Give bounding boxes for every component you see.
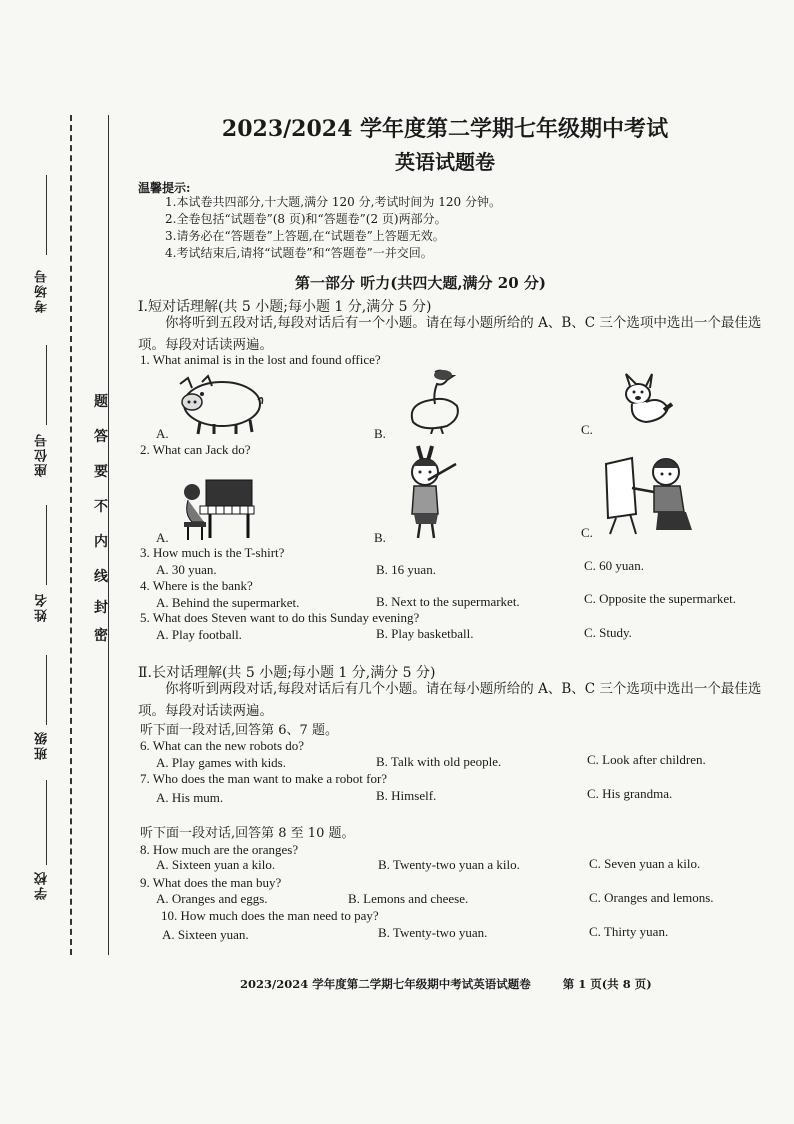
notice-item: 2.全卷包括“试题卷”(8 页)和“答题卷”(2 页)两部分。 (165, 212, 447, 226)
option-text: C. Study. (584, 625, 632, 640)
option-text: B. Next to the supermarket. (376, 594, 520, 609)
seal-dashed-line (70, 115, 72, 955)
question: 5. What does Steven want to do this Sunday evening? (140, 610, 420, 625)
part-title: 第一部分 听力(共四大题,满分 20 分) (295, 274, 546, 292)
option-text: A. Play football. (156, 627, 242, 642)
option-text: B. Twenty-two yuan. (378, 925, 488, 940)
option-label: A. (156, 530, 169, 545)
question: 4. Where is the bank? (140, 578, 253, 593)
question: 2. What can Jack do? (140, 442, 251, 457)
notice-item: 1.本试卷共四部分,十大题,满分 120 分,考试时间为 120 分钟。 (165, 195, 501, 209)
option-text: B. Twenty-two yuan a kilo. (378, 857, 520, 872)
question: 9. What does the man buy? (140, 875, 282, 890)
option-text: B. Himself. (376, 788, 437, 803)
question: 8. How much are the oranges? (140, 842, 299, 857)
question: 1. What animal is in the lost and found office? (140, 352, 381, 367)
seal-char: 要 (94, 464, 108, 480)
option-text: A. Behind the supermarket. (156, 595, 300, 610)
seal-char: 内 (94, 534, 108, 550)
field-exam-room-line (46, 175, 47, 255)
footer-title: 2023/2024 学年度第二学期七年级期中考试英语试题卷 (240, 977, 531, 991)
option-label: B. (374, 426, 386, 441)
section-title: Ⅰ.短对话理解(共 5 小题;每小题 1 分,满分 5 分) (138, 299, 432, 315)
field-name-label: 姓名 (35, 592, 50, 622)
option-text: C. 60 yuan. (584, 558, 644, 573)
field-class-line (46, 655, 47, 725)
option-text: C. Opposite the supermarket. (584, 591, 736, 606)
option-label: A. (156, 426, 169, 441)
seal-char: 密 (94, 628, 108, 644)
field-seat-line (46, 345, 47, 425)
option-text: A. Oranges and eggs. (156, 891, 268, 906)
option-label: C. (581, 422, 593, 437)
option-text: A. 30 yuan. (156, 562, 217, 577)
option-label: B. (374, 530, 386, 545)
section-instruction: 你将听到五段对话,每段对话后有一个小题。请在每小题所给的 A、B、C 三个选项中选出一个最佳选项。每段对话读两遍。 (138, 315, 762, 353)
field-seat-label: 座位号 (35, 432, 50, 477)
option-text: B. Play basketball. (376, 626, 474, 641)
field-name-line (46, 505, 47, 585)
seal-char: 答 (94, 429, 108, 445)
option-text: A. Play games with kids. (156, 755, 286, 770)
option-text: B. Lemons and cheese. (348, 891, 469, 906)
dialogue-lead: 听下面一段对话,回答第 6、7 题。 (140, 723, 338, 738)
seal-char: 题 (94, 394, 108, 410)
question: 10. How much does the man need to pay? (161, 908, 379, 923)
flute-icon (398, 444, 458, 540)
option-text: C. Oranges and lemons. (589, 890, 714, 905)
option-text: C. Look after children. (587, 752, 706, 767)
seal-char: 不 (94, 499, 108, 515)
option-text: C. His grandma. (587, 786, 673, 801)
section-title: Ⅱ.长对话理解(共 5 小题;每小题 1 分,满分 5 分) (138, 665, 436, 681)
option-text: A. Sixteen yuan a kilo. (156, 857, 276, 872)
footer (240, 976, 652, 992)
seal-char: 封 (94, 600, 108, 616)
notice-label: 温馨提示: (138, 181, 191, 195)
option-text: C. Thirty yuan. (589, 924, 669, 939)
painting-icon (602, 454, 696, 536)
section-instruction: 你将听到两段对话,每段对话后有几个小题。请在每小题所给的 A、B、C 三个选项中选出一个最佳选项。每段对话读两遍。 (138, 681, 762, 719)
question: 6. What can the new robots do? (140, 738, 305, 753)
page-title: 2023/2024 学年度第二学期七年级期中考试 (221, 116, 669, 142)
field-school-line (46, 780, 47, 865)
notice-item: 3.请务必在“答题卷”上答题,在“试题卷”上答题无效。 (165, 229, 445, 243)
dog-icon (612, 370, 674, 428)
question: 7. Who does the man want to make a robot for? (140, 771, 388, 786)
footer-page-number: 第 1 页(共 8 页) (562, 977, 652, 991)
option-text: A. His mum. (156, 790, 224, 805)
field-school-label: 学校 (35, 870, 50, 900)
option-label: C. (581, 525, 593, 540)
piano-icon (178, 466, 258, 542)
notice-item: 4.考试结束后,请将“试题卷”和“答题卷”一并交回。 (165, 246, 433, 260)
seal-char: 线 (94, 569, 108, 585)
page-subtitle: 英语试题卷 (395, 150, 495, 174)
field-class-label: 班级 (35, 730, 50, 760)
goose-icon (395, 366, 465, 434)
pig-icon (170, 374, 265, 436)
option-text: B. 16 yuan. (376, 562, 436, 577)
field-exam-room-label: 考场号 (35, 268, 50, 313)
option-text: A. Sixteen yuan. (162, 927, 249, 942)
dialogue-lead: 听下面一段对话,回答第 8 至 10 题。 (140, 826, 355, 841)
question: 3. How much is the T-shirt? (140, 545, 285, 560)
option-text: C. Seven yuan a kilo. (589, 856, 701, 871)
option-text: B. Talk with old people. (376, 754, 502, 769)
